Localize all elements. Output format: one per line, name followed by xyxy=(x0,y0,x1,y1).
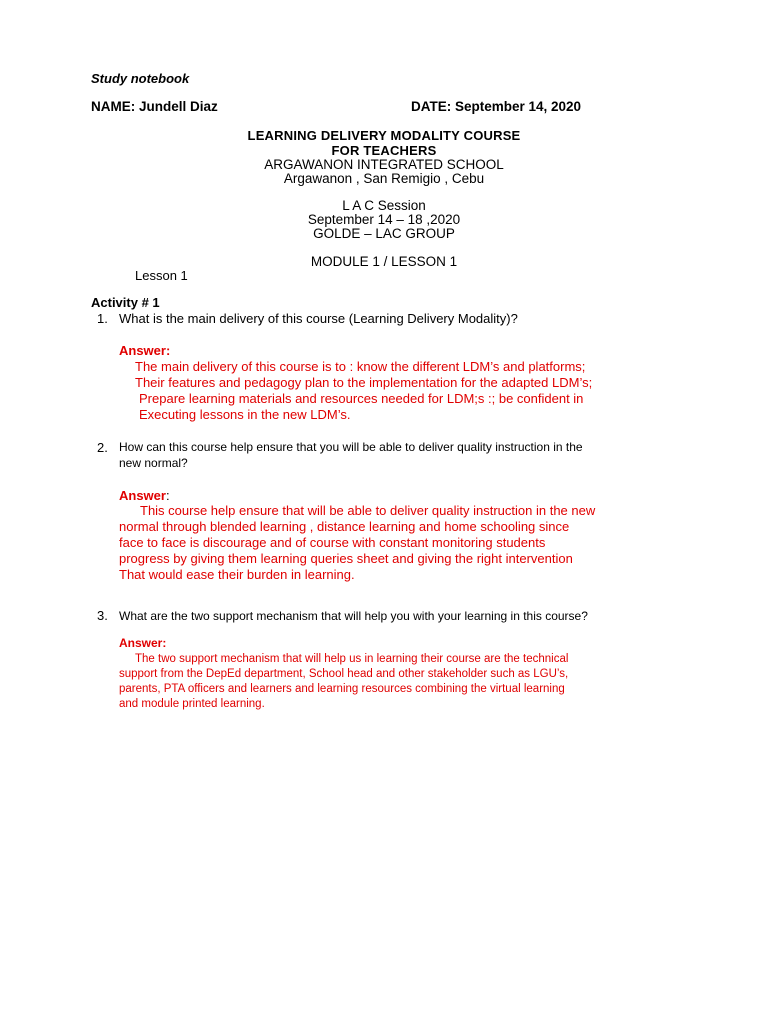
answer-3-line-1: The two support mechanism that will help us in learning their course are the technical xyxy=(135,653,569,665)
group-name: GOLDE – LAC GROUP xyxy=(313,226,455,241)
activity-label: Activity # 1 xyxy=(91,295,160,310)
course-title-line1: LEARNING DELIVERY MODALITY COURSE xyxy=(247,128,521,143)
answer-2-line-3: face to face is discourage and of course with constant monitoring students xyxy=(119,535,546,550)
notebook-title: Study notebook xyxy=(91,71,190,86)
answer-1-line-1: The main delivery of this course is to : know the different LDM’s and platforms; xyxy=(135,359,586,374)
answer-2-line-2: normal through blended learning , distance learning and home schooling since xyxy=(119,519,570,534)
answer-3-line-4: and module printed learning. xyxy=(119,698,265,710)
answer-1-line-2: Their features and pedagogy plan to the implementation for the adapted LDM’s; xyxy=(135,375,593,390)
question-2-line-1: How can this course help ensure that you will be able to deliver quality instruction in the xyxy=(119,440,583,454)
answer-1-line-4: Executing lessons in the new LDM’s. xyxy=(139,407,351,422)
answer-2-line-4: progress by giving them learning queries sheet and giving the right intervention xyxy=(119,551,573,566)
question-1-number: 1. xyxy=(97,311,108,326)
answer-3-line-2: support from the DepEd department, School head and other stakeholder such as LGU’s, xyxy=(119,668,569,680)
course-title-line2: FOR TEACHERS xyxy=(331,143,437,158)
school-address: Argawanon , San Remigio , Cebu xyxy=(283,171,485,186)
module-lesson: MODULE 1 / LESSON 1 xyxy=(310,254,458,269)
answer-1-label: Answer: xyxy=(119,343,171,358)
session-dates: September 14 – 18 ,2020 xyxy=(307,212,461,227)
answer-2-label: Answer xyxy=(119,488,166,503)
lesson-label: Lesson 1 xyxy=(135,268,188,283)
document-date: DATE: September 14, 2020 xyxy=(411,99,582,114)
session-title: L A C Session xyxy=(342,198,426,213)
answer-2-colon: : xyxy=(165,488,170,503)
question-1-text: What is the main delivery of this course (Learning Delivery Modality)? xyxy=(119,311,518,326)
question-2-number: 2. xyxy=(97,440,108,455)
answer-2-line-5: That would ease their burden in learning. xyxy=(119,567,355,582)
student-name: NAME: Jundell Diaz xyxy=(91,99,218,114)
answer-2-line-1: This course help ensure that will be able to deliver quality instruction in the new xyxy=(140,503,596,518)
answer-3-line-3: parents, PTA officers and learners and learning resources combining the virtual learning xyxy=(119,683,565,695)
question-2-line-2: new normal? xyxy=(119,456,188,470)
school-name: ARGAWANON INTEGRATED SCHOOL xyxy=(264,157,504,172)
answer-1-line-3: Prepare learning materials and resources needed for LDM;s :; be confident in xyxy=(139,391,584,406)
question-3-number: 3. xyxy=(97,608,108,623)
answer-3-label: Answer: xyxy=(119,636,167,650)
question-3-text: What are the two support mechanism that will help you with your learning in this course? xyxy=(119,609,588,623)
